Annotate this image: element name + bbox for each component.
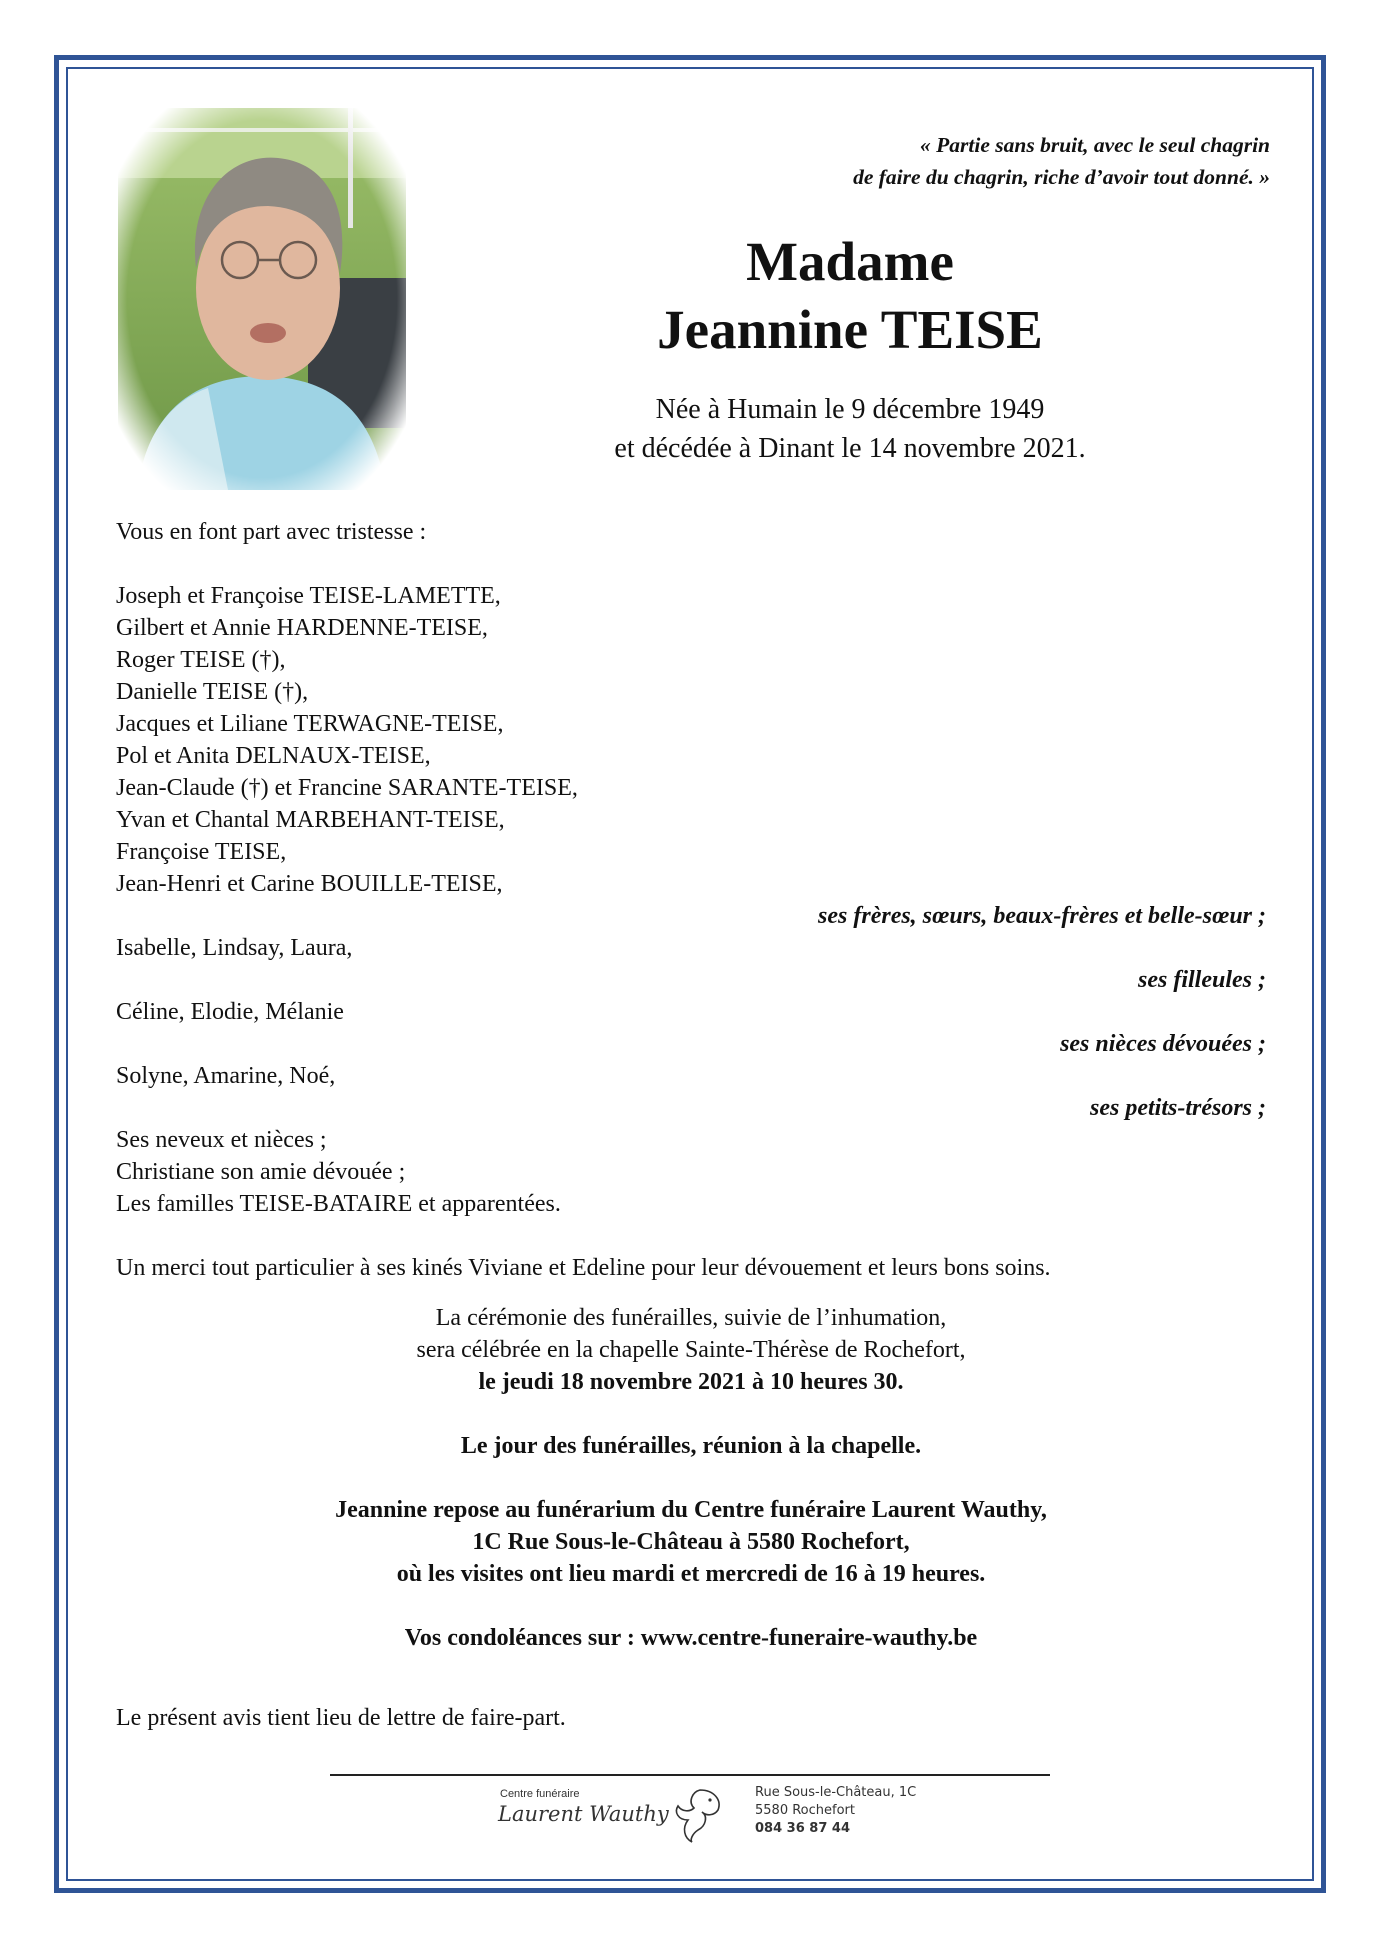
sibling-entry: Danielle TEISE (†), [116,679,309,705]
sibling-entry: Jean-Claude (†) et Francine SARANTE-TEISE, [116,775,578,801]
other-family-entry: Les familles TEISE-BATAIRE et apparentées. [116,1191,561,1217]
rest-line: Jeannine repose au funérarium du Centre funéraire Laurent Wauthy, [335,1497,1047,1523]
nieces-entry: Céline, Elodie, Mélanie [116,999,344,1025]
birth-line: Née à Humain le 9 décembre 1949 [655,394,1045,425]
death-line: et décédée à Dinant le 14 novembre 2021. [614,433,1086,464]
funeral-home-tagline: Centre funéraire [500,1788,580,1800]
quote-line: de faire du chagrin, riche d’avoir tout donné. » [853,165,1270,189]
sibling-entry: Joseph et Françoise TEISE-LAMETTE, [116,583,501,609]
epigraph-quote [570,130,1270,194]
dove-logo-icon [670,1786,730,1844]
ceremony-line: sera célébrée en la chapelle Sainte-Thérèse de Rochefort, [416,1337,966,1363]
goddaughters-entry: Isabelle, Lindsay, Laura, [116,935,353,961]
portrait-photo [118,108,406,490]
nieces-role: ses nièces dévouées ; [1060,1031,1266,1057]
birth-death-dates [540,390,1160,468]
treasures-entry: Solyne, Amarine, Noé, [116,1063,336,1089]
funeral-home-address [755,1784,916,1838]
treasures-role: ses petits-trésors ; [1090,1095,1266,1121]
notice-text: Le présent avis tient lieu de lettre de faire-part. [116,1705,566,1731]
funeral-home-footer [480,1784,940,1846]
other-family-entry: Ses neveux et nièces ; [116,1127,327,1153]
funeral-home-name: Laurent Wauthy [498,1802,669,1826]
sibling-entry: Roger TEISE (†), [116,647,286,673]
thanks-text: Un merci tout particulier à ses kinés Viviane et Edeline pour leur dévouement et leurs bons soins. [116,1255,1051,1281]
full-name: Jeannine TEISE [657,299,1043,360]
quote-line: « Partie sans bruit, avec le seul chagrin [920,133,1270,157]
condolences-link[interactable]: Vos condoléances sur : www.centre-funeraire-wauthy.be [404,1625,978,1651]
sibling-entry: Françoise TEISE, [116,839,287,865]
intro-text: Vous en font part avec tristesse : [116,519,427,545]
other-family-entry: Christiane son amie dévouée ; [116,1159,406,1185]
sibling-entry: Jean-Henri et Carine BOUILLE-TEISE, [116,871,503,897]
goddaughters-role: ses filleules ; [1138,967,1266,993]
rest-line: où les visites ont lieu mardi et mercredi de 16 à 19 heures. [396,1561,986,1587]
ceremony-line: La cérémonie des funérailles, suivie de l’inhumation, [435,1305,947,1331]
notice-block [116,1702,1266,1734]
rest-line: 1C Rue Sous-le-Château à 5580 Rochefort, [472,1529,910,1555]
reunion-text: Le jour des funérailles, réunion à la chapelle. [460,1433,922,1459]
deceased-name [540,228,1160,364]
honorific: Madame [746,231,954,292]
ceremony-date: le jeudi 18 novembre 2021 à 10 heures 30. [478,1369,904,1395]
siblings-role: ses frères, sœurs, beaux-frères et belle-sœur ; [818,903,1266,929]
sibling-entry: Jacques et Liliane TERWAGNE-TEISE, [116,711,504,737]
family-announcement [116,516,1266,1284]
sibling-entry: Pol et Anita DELNAUX-TEISE, [116,743,431,769]
ceremony-details [116,1302,1266,1654]
address-city: 5580 Rochefort [755,1803,855,1818]
address-street: Rue Sous-le-Château, 1C [755,1785,917,1800]
sibling-entry: Yvan et Chantal MARBEHANT-TEISE, [116,807,505,833]
footer-divider [330,1774,1050,1776]
sibling-entry: Gilbert et Annie HARDENNE-TEISE, [116,615,488,641]
address-phone: 084 36 87 44 [755,1821,850,1836]
